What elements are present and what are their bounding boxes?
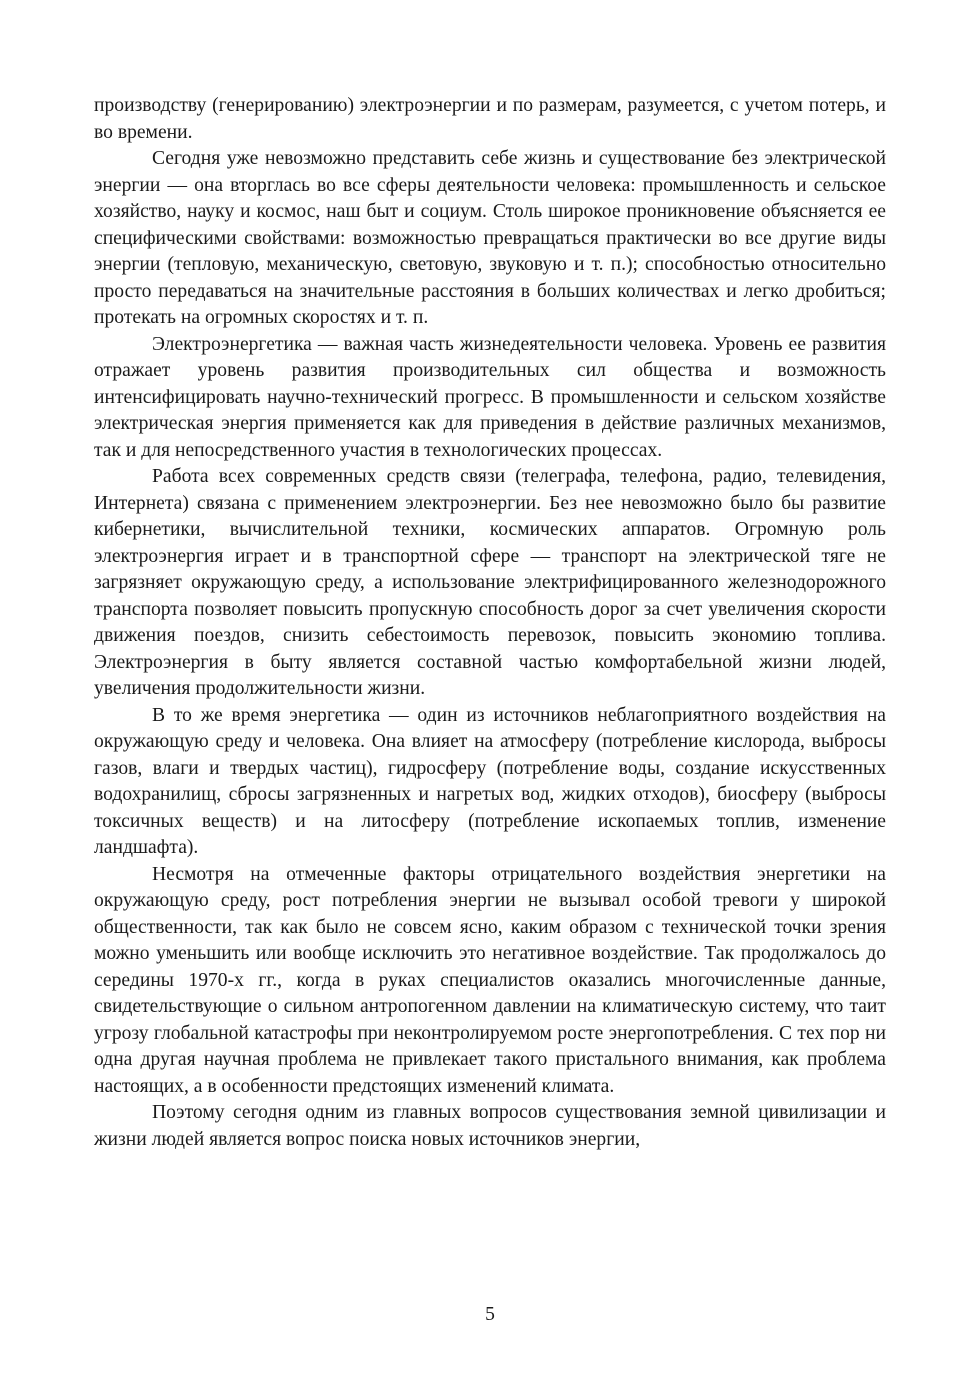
page-body (94, 93, 886, 1153)
paragraph-continuation: производству (генерированию) электроэнергии и по размерам, разумеется, с учетом потерь, и во времени. (94, 95, 886, 143)
paragraph-electroenergetics: Электроэнергетика — важная часть жизнедеятельности человека. Уровень ее развития отражает уровень развития производительных сил общества и возможность интенсифицировать научно-технический прогресс. В промышленности и сельском хозяйстве электрическая энергия применяется как для приведения в действие различных механизмов, так и для непосредственного участия в технологических процессах. (94, 333, 886, 461)
page-number: 5 (485, 1304, 495, 1325)
paragraph-new-energy-sources: Поэтому сегодня одним из главных вопросов существования земной цивилизации и жизни людей является вопрос поиска новых источников энергии, (94, 1102, 886, 1150)
paragraph-communications-transport: Работа всех современных средств связи (телеграфа, телефона, радио, телевидения, Интернета) связана с применением электроэнергии. Без нее невозможно было бы развитие кибернетики, вычислительной техники, космических аппаратов. Огромную роль электроэнергия играет и в транспортной сфере — транспорт на электрической тяге не загрязняет окружающую среду, а использование электрифицированного железнодорожного транспорта позволяет повысить пропускную способность дорог за счет увеличения скорости движения поездов, снизить себестоимость перевозок, повысить экономию топлива. Электроэнергия в быту является составной частью комфортабельной жизни людей, увеличения продолжительности жизни. (94, 466, 886, 699)
paragraph-electricity-everywhere: Сегодня уже невозможно представить себе жизнь и существование без электрической энергии — она вторглась во все сферы деятельности человека: промышленность и сельское хозяйство, науку и космос, наш быт и социум. Столь широкое проникновение объясняется ее специфическими свойствами: возможностью превращаться практически во все другие виды энергии (тепловую, механическую, световую, звуковую и т. п.); способностью относительно просто передаваться на значительные расстояния в больших количествах и легко дробиться; протекать на огромных скоростях и т. п. (94, 148, 886, 328)
paragraph-environmental-impact: В то же время энергетика — один из источников неблагоприятного воздействия на окружающую среду и человека. Она влияет на атмосферу (потребление кислорода, выбросы газов, влаги и твердых частиц), гидросферу (потребление воды, создание искусственных водохранилищ, сбросы загрязненных и нагретых вод, жидких отходов), биосферу (выбросы токсичных веществ) и на литосферу (потребление ископаемых топлив, изменение ландшафта). (94, 704, 886, 858)
paragraph-climate-concern: Несмотря на отмеченные факторы отрицательного воздействия энергетики на окружающую среду, рост потребления энергии не вызывал особой тревоги у широкой общественности, так как было не совсем ясно, каким образом с технической точки зрения можно уменьшить или вообще исключить это негативное воздействие. Так продолжалось до середины 1970-х гг., когда в руках специалистов оказались многочисленные данные, свидетельствующие о сильном антропогенном давлении на климатическую систему, что таит угрозу глобальной катастрофы при неконтролируемом росте энергопотребления. С тех пор ни одна другая научная проблема не привлекает такого пристального внимания, как проблема настоящих, а в особенности предстоящих изменений климата. (94, 863, 886, 1097)
